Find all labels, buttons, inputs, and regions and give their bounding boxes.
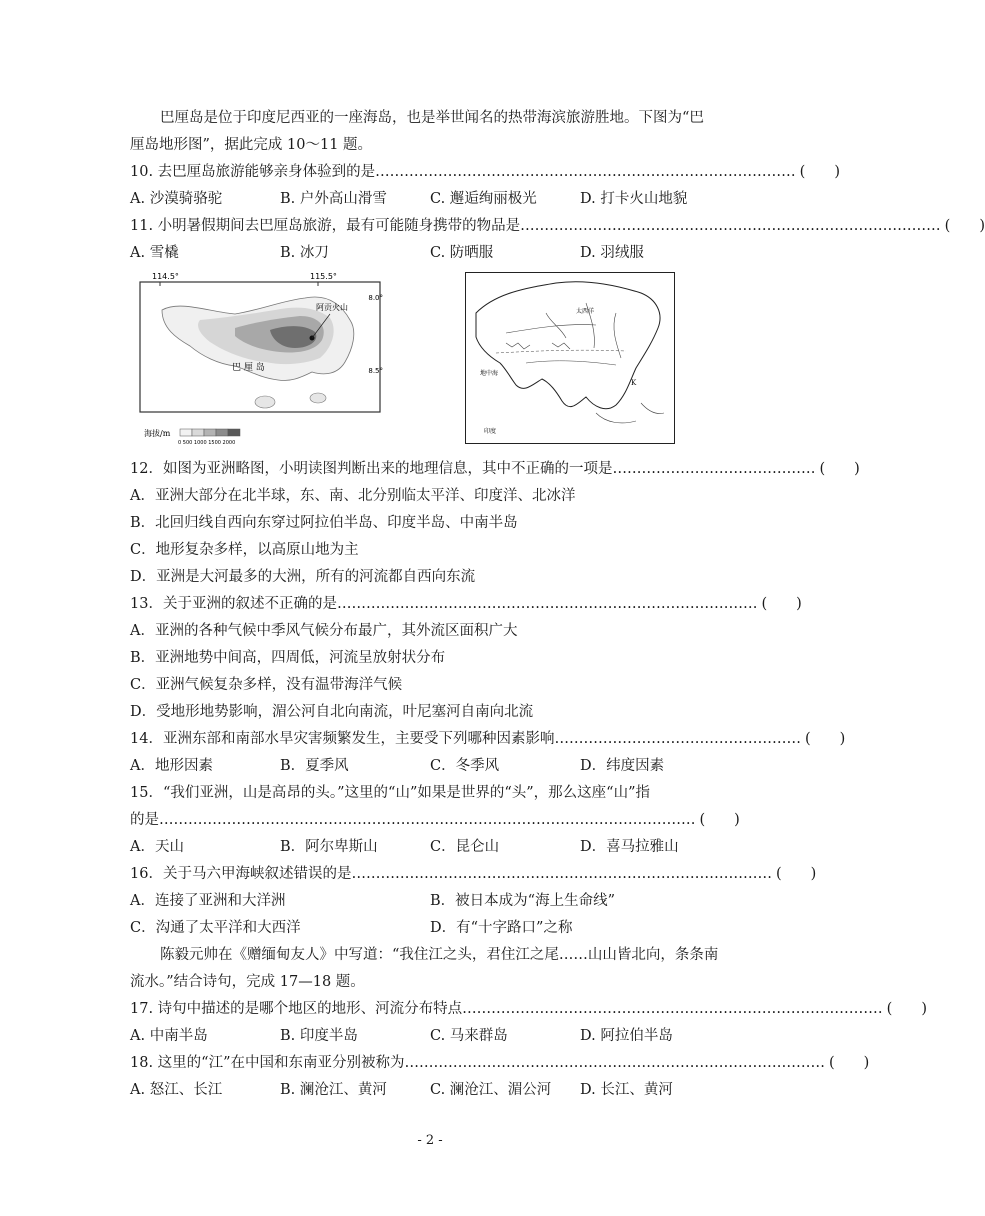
- option-b: B. 印度半岛: [280, 1028, 358, 1044]
- map-figures: [140, 270, 680, 450]
- question-15: 的是………………………………………………………………………………………………… ( ): [130, 812, 740, 828]
- question-13: 13．关于亚洲的叙述不正确的是…………………………………………………………………………… ( ): [130, 596, 802, 612]
- option-a: A．亚洲的各种气候中季风气候分布最广，其外流区面积广大: [130, 623, 518, 639]
- option-d: D. 羽绒服: [580, 245, 644, 261]
- option-b: B. 冰刀: [280, 245, 329, 261]
- asia-sketch-map: [465, 272, 675, 444]
- question-18: 18. 这里的“江”在中国和东南亚分别被称为…………………………………………………………………………… ( ): [130, 1055, 870, 1071]
- option-b: B．阿尔卑斯山: [280, 839, 378, 855]
- option-a: A．连接了亚洲和大洋洲: [130, 893, 286, 909]
- question-13-stem: 13．关于亚洲的叙述不正确的是: [130, 596, 337, 612]
- option-c: C．沟通了太平洋和大西洋: [130, 920, 301, 936]
- option-c: C．地形复杂多样，以高原山地为主: [130, 542, 359, 558]
- option-a: A．地形因素: [130, 758, 213, 774]
- option-d: D. 长江、黄河: [580, 1082, 673, 1098]
- question-11-stem: 11. 小明暑假期间去巴厘岛旅游，最有可能随身携带的物品是: [130, 218, 521, 234]
- option-a: A. 怒江、长江: [130, 1082, 223, 1098]
- question-15-stem-2: 的是: [130, 812, 159, 828]
- volcano-label: 阿贡火山: [316, 303, 348, 312]
- intro-line-2: 厘岛地形图”，据此完成 10～11 题。: [130, 137, 373, 153]
- question-10-options: [130, 189, 730, 209]
- small-island: [310, 393, 326, 403]
- option-c: C．昆仑山: [430, 839, 500, 855]
- asia-outline: [476, 282, 660, 409]
- answer-paren: ( ): [819, 461, 860, 477]
- question-16-options-row-2: [130, 918, 730, 938]
- answer-paren: ( ): [799, 164, 840, 180]
- legend-label: 海拔/m: [144, 429, 171, 438]
- question-15-stem-1: 15．“我们亚洲，山是高昂的头。”这里的“山”如果是世界的“头”，那么这座“山”指: [130, 785, 651, 801]
- option-b: B．被日本成为“海上生命线”: [430, 893, 615, 909]
- answer-paren: ( ): [699, 812, 740, 828]
- option-d: D．亚洲是大河最多的大洲，所有的河流都自西向东流: [130, 569, 476, 585]
- question-10: 10. 去巴厘岛旅游能够亲身体验到的是…………………………………………………………………………… ( ): [130, 164, 840, 180]
- question-11: 11. 小明暑假期间去巴厘岛旅游，最有可能随身携带的物品是…………………………………………………………………………… ( ): [130, 218, 985, 234]
- question-15-options: [130, 837, 730, 857]
- option-b: B．亚洲地势中间高，四周低，河流呈放射状分布: [130, 650, 446, 666]
- intro-line-1: 巴厘岛是位于印度尼西亚的一座海岛，也是举世闻名的热带海滨旅游胜地。下图为“巴: [160, 110, 704, 126]
- question-18-options: [130, 1080, 730, 1100]
- question-14: 14．亚洲东部和南部水旱灾害频繁发生，主要受下列哪种因素影响…………………………………………… ( ): [130, 731, 846, 747]
- page-number: - 2 -: [417, 1133, 443, 1148]
- option-b: B．夏季风: [280, 758, 349, 774]
- answer-paren: ( ): [829, 1055, 870, 1071]
- question-14-options: [130, 756, 730, 776]
- question-18-stem: 18. 这里的“江”在中国和东南亚分别被称为: [130, 1055, 405, 1071]
- option-b: B．北回归线自西向东穿过阿拉伯半岛、印度半岛、中南半岛: [130, 515, 518, 531]
- question-17: 17. 诗句中描述的是哪个地区的地形、河流分布特点…………………………………………………………………………… ( ): [130, 1001, 927, 1017]
- lon-label-1: 114.5°: [152, 272, 179, 281]
- lat-label-2: 8.5°: [368, 367, 383, 375]
- lon-label-2: 115.5°: [310, 272, 337, 281]
- question-14-stem: 14．亚洲东部和南部水旱灾害频繁发生，主要受下列哪种因素影响: [130, 731, 555, 747]
- answer-paren: ( ): [944, 218, 985, 234]
- island-label: 巴 厘 岛: [232, 363, 265, 373]
- question-10-stem: 10. 去巴厘岛旅游能够亲身体验到的是: [130, 164, 376, 180]
- option-a: A．亚洲大部分在北半球，东、南、北分别临太平洋、印度洋、北冰洋: [130, 488, 576, 504]
- question-16-options-row-1: [130, 891, 730, 911]
- intro2-line-2: 流水。”结合诗句，完成 17—18 题。: [130, 974, 365, 990]
- small-island: [255, 396, 275, 408]
- option-d: D．纬度因素: [580, 758, 665, 774]
- question-17-stem: 17. 诗句中描述的是哪个地区的地形、河流分布特点: [130, 1001, 463, 1017]
- map-label-top: 太西洋: [576, 308, 595, 315]
- question-11-options: [130, 243, 730, 263]
- bali-terrain-map: [140, 270, 385, 450]
- answer-paren: ( ): [775, 866, 817, 882]
- option-d: D. 阿拉伯半岛: [580, 1028, 673, 1044]
- map-label-left: 地中海: [480, 370, 499, 377]
- answer-paren: ( ): [761, 596, 802, 612]
- question-17-options: [130, 1026, 730, 1046]
- option-d: D．喜马拉雅山: [580, 839, 679, 855]
- map-label-bottom: 印度: [484, 428, 497, 435]
- option-c: C. 防晒服: [430, 245, 494, 261]
- option-a: A. 中南半岛: [130, 1028, 208, 1044]
- option-c: C. 邂逅绚丽极光: [430, 191, 537, 207]
- option-b: B. 澜沧江、黄河: [280, 1082, 387, 1098]
- option-d: D. 打卡火山地貌: [580, 191, 688, 207]
- option-c: C．冬季风: [430, 758, 500, 774]
- option-d: D．受地形地势影响，湄公河自北向南流，叶尼塞河自南向北流: [130, 704, 534, 720]
- lat-label-1: 8.0°: [368, 294, 383, 302]
- question-16: 16．关于马六甲海峡叙述错误的是…………………………………………………………………………… ( ): [130, 866, 817, 882]
- answer-paren: ( ): [804, 731, 846, 747]
- legend-ticks: 0 500 1000 1500 2000: [178, 440, 236, 446]
- option-c: C. 马来群岛: [430, 1028, 508, 1044]
- question-12: 12．如图为亚洲略图，小明读图判断出来的地理信息，其中不正确的一项是…………………………………… ( ): [130, 461, 860, 477]
- option-b: B. 户外高山滑雪: [280, 191, 387, 207]
- map-label-k: K: [631, 379, 637, 387]
- question-16-stem: 16．关于马六甲海峡叙述错误的是: [130, 866, 352, 882]
- intro2-line-1: 陈毅元帅在《赠缅甸友人》中写道：“我住江之头，君住江之尾……山山皆北向，条条南: [160, 947, 719, 963]
- option-a: A．天山: [130, 839, 184, 855]
- option-c: C. 澜沧江、湄公河: [430, 1082, 552, 1098]
- option-a: A. 沙漠骑骆驼: [130, 191, 223, 207]
- answer-paren: ( ): [886, 1001, 927, 1017]
- question-12-stem: 12．如图为亚洲略图，小明读图判断出来的地理信息，其中不正确的一项是: [130, 461, 613, 477]
- option-d: D．有“十字路口”之称: [430, 920, 573, 936]
- option-a: A. 雪橇: [130, 245, 179, 261]
- option-c: C．亚洲气候复杂多样，没有温带海洋气候: [130, 677, 403, 693]
